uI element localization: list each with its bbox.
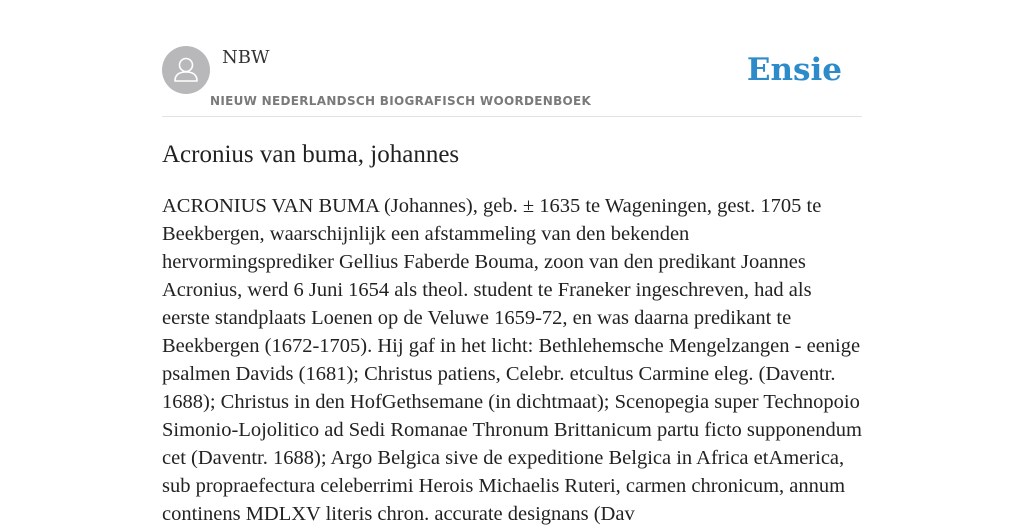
source-header (162, 46, 862, 117)
source-avatar[interactable] (162, 46, 210, 94)
brand-logo[interactable]: Ensie (746, 52, 842, 88)
source-full-name: NIEUW NEDERLANDSCH BIOGRAFISCH WOORDENBOEK (210, 94, 592, 108)
article-body: ACRONIUS VAN BUMA (Johannes), geb. ± 1635 te Wageningen, gest. 1705 te Beekbergen, waarschijnlijk een afstammeling van den bekenden hervormingsprediker Gellius Faberde Bouma, zoon van den predikant Joannes Acronius, werd 6 Juni 1654 als theol. student te Franeker ingeschreven, had als eerste standplaats Loenen op de Veluwe 1659-72, en was daarna predikant te Beekbergen (1672-1705). Hij gaf in het licht: Bethlehemsche Mengelzangen - eenige psalmen Davids (1681); Christus patiens, Celebr. etcultus Carmine eleg. (Daventr. 1688); Christus in den HofGethsemane (in dichtmaat); Scenopegia super Technopoio Simonio-Lojolitico ad Sedi Romanae Thronum Brittanicum partu ficto supponendum cet (Daventr. 1688); Argo Belgica sive de expeditione Belgica in Africa etAmerica, sub propraefectura celeberrimi Herois Michaelis Ruteri, carmen chronicum, annum continens MDLXV literis chron. accurate designans (Dav (162, 195, 862, 525)
article-title: Acronius van buma, johannes (162, 141, 460, 168)
source-name[interactable]: NBW (222, 47, 270, 68)
user-icon (162, 46, 210, 94)
